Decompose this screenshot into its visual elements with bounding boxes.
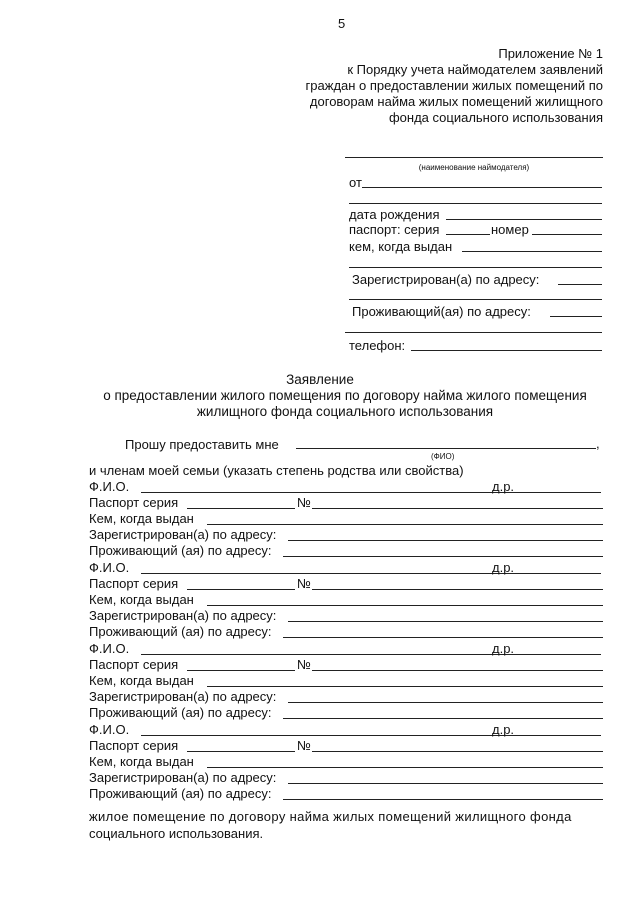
member-2-passport-series-row — [89, 576, 603, 591]
passport-number-label: номер — [491, 222, 529, 237]
member-4-residing-label: Проживающий (ая) по адресу: — [89, 786, 272, 801]
member-4-dob-label: д.р. — [492, 722, 515, 737]
member-3-registered-label: Зарегистрирован(а) по адресу: — [89, 689, 277, 704]
phone-field[interactable] — [411, 350, 602, 351]
member-4-registered-field[interactable] — [288, 783, 603, 784]
appendix-line-2: граждан о предоставлении жилых помещений по — [305, 78, 603, 93]
member-1-passport-series-row — [89, 495, 603, 510]
member-2-passport-series-label: Паспорт серия — [89, 576, 179, 591]
member-1-passport-number-label: № — [297, 495, 311, 510]
member-4-fio-row — [89, 722, 603, 737]
statement-subtitle-1: о предоставлении жилого помещения по договору найма жилого помещения — [103, 388, 587, 403]
from-field-continued[interactable] — [349, 203, 602, 204]
member-4-passport-number-field[interactable] — [312, 751, 603, 752]
member-2-fio-label: Ф.И.О. — [89, 560, 130, 575]
member-2-passport-series-field[interactable] — [187, 589, 295, 590]
member-1-registered-row — [89, 527, 603, 542]
member-4-issued-label: Кем, когда выдан — [89, 754, 194, 769]
birth-date-field[interactable] — [446, 219, 602, 220]
member-2-passport-number-field[interactable] — [312, 589, 603, 590]
issued-field[interactable] — [462, 251, 602, 252]
member-1-fio-row — [89, 479, 603, 494]
member-4-registered-label: Зарегистрирован(а) по адресу: — [89, 770, 277, 785]
member-4-dob-field[interactable] — [522, 735, 601, 736]
appendix-line-3: договорам найма жилых помещений жилищного — [309, 94, 603, 109]
appendix-line-4: фонда социального использования — [388, 110, 603, 125]
residing-field[interactable] — [550, 316, 602, 317]
member-3-issued-field[interactable] — [207, 686, 603, 687]
member-3-registered-row — [89, 689, 603, 704]
member-3-passport-number-field[interactable] — [312, 670, 603, 671]
page-number: 5 — [338, 16, 346, 31]
member-1-residing-field[interactable] — [283, 556, 603, 557]
member-2-residing-field[interactable] — [283, 637, 603, 638]
statement-subtitle-2: жилищного фонда социального использования — [196, 404, 494, 419]
registered-field-continued[interactable] — [349, 299, 602, 300]
member-3-fio-label: Ф.И.О. — [89, 641, 130, 656]
member-1-issued-row — [89, 511, 603, 526]
member-1-issued-field[interactable] — [207, 524, 603, 525]
landlord-caption: (наименование наймодателя) — [418, 163, 530, 172]
member-3-dob-label: д.р. — [492, 641, 515, 656]
member-1-passport-number-field[interactable] — [312, 508, 603, 509]
member-1-issued-label: Кем, когда выдан — [89, 511, 194, 526]
member-3-dob-field[interactable] — [522, 654, 601, 655]
member-2-issued-row — [89, 592, 603, 607]
member-3-issued-row — [89, 673, 603, 688]
from-label: от — [349, 175, 362, 190]
member-4-fio-label: Ф.И.О. — [89, 722, 130, 737]
member-3-fio-row — [89, 641, 603, 656]
appendix-title: Приложение № 1 — [498, 46, 603, 61]
member-1-fio-label: Ф.И.О. — [89, 479, 130, 494]
member-3-passport-series-row — [89, 657, 603, 672]
member-2-dob-field[interactable] — [522, 573, 601, 574]
registered-label: Зарегистрирован(а) по адресу: — [352, 272, 540, 287]
member-4-issued-row — [89, 754, 603, 769]
statement-title: Заявление — [286, 372, 354, 387]
appendix-block — [263, 46, 603, 126]
family-label: и членам моей семьи (указать степень родства или свойства) — [89, 463, 464, 478]
member-3-issued-label: Кем, когда выдан — [89, 673, 194, 688]
request-comma: , — [596, 436, 600, 451]
closing-line-1: жилое помещение по договору найма жилых помещений жилищного фонда — [89, 809, 572, 824]
member-2-registered-row — [89, 608, 603, 623]
member-2-issued-field[interactable] — [207, 605, 603, 606]
member-1-dob-field[interactable] — [522, 492, 601, 493]
member-2-registered-field[interactable] — [288, 621, 603, 622]
appendix-line-1: к Порядку учета наймодателем заявлений — [347, 62, 603, 77]
member-3-passport-number-label: № — [297, 657, 311, 672]
member-2-issued-label: Кем, когда выдан — [89, 592, 194, 607]
member-2-residing-row — [89, 624, 603, 639]
passport-number-field[interactable] — [532, 234, 602, 235]
closing-line-2: социального использования. — [89, 826, 264, 841]
member-3-registered-field[interactable] — [288, 702, 603, 703]
member-4-residing-field[interactable] — [283, 799, 603, 800]
member-2-fio-row — [89, 560, 603, 575]
member-3-passport-series-field[interactable] — [187, 670, 295, 671]
member-3-passport-series-label: Паспорт серия — [89, 657, 179, 672]
member-1-residing-label: Проживающий (ая) по адресу: — [89, 543, 272, 558]
from-field[interactable] — [362, 187, 602, 188]
landlord-name-field[interactable] — [345, 157, 603, 158]
member-1-passport-series-field[interactable] — [187, 508, 295, 509]
request-fio-field[interactable] — [296, 448, 596, 449]
member-2-dob-label: д.р. — [492, 560, 515, 575]
residing-field-continued[interactable] — [345, 332, 602, 333]
member-3-residing-field[interactable] — [283, 718, 603, 719]
member-1-registered-field[interactable] — [288, 540, 603, 541]
member-4-passport-series-field[interactable] — [187, 751, 295, 752]
member-2-passport-number-label: № — [297, 576, 311, 591]
member-4-registered-row — [89, 770, 603, 785]
passport-series-field[interactable] — [446, 234, 490, 235]
issued-field-continued[interactable] — [349, 267, 602, 268]
request-label: Прошу предоставить мне — [125, 437, 279, 452]
member-1-residing-row — [89, 543, 603, 558]
birth-date-label: дата рождения — [349, 207, 440, 222]
member-2-residing-label: Проживающий (ая) по адресу: — [89, 624, 272, 639]
member-4-passport-series-label: Паспорт серия — [89, 738, 179, 753]
member-3-residing-label: Проживающий (ая) по адресу: — [89, 705, 272, 720]
member-2-registered-label: Зарегистрирован(а) по адресу: — [89, 608, 277, 623]
registered-field[interactable] — [558, 284, 602, 285]
phone-label: телефон: — [349, 338, 406, 353]
passport-series-label: паспорт: серия — [349, 222, 440, 237]
member-1-dob-label: д.р. — [492, 479, 515, 494]
member-3-residing-row — [89, 705, 603, 720]
member-1-registered-label: Зарегистрирован(а) по адресу: — [89, 527, 277, 542]
residing-label: Проживающий(ая) по адресу: — [352, 304, 531, 319]
member-1-passport-series-label: Паспорт серия — [89, 495, 179, 510]
issued-label: кем, когда выдан — [349, 239, 453, 254]
member-4-passport-series-row — [89, 738, 603, 753]
fio-caption: (ФИО) — [431, 452, 455, 461]
member-4-residing-row — [89, 786, 603, 801]
member-4-passport-number-label: № — [297, 738, 311, 753]
member-4-issued-field[interactable] — [207, 767, 603, 768]
